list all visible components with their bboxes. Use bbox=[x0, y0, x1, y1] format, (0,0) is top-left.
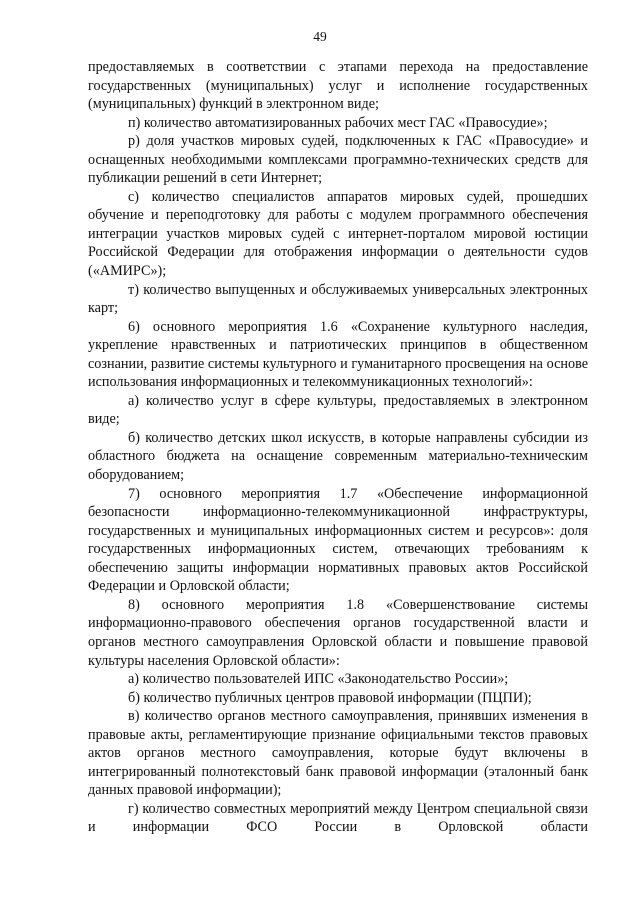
paragraph-item-8g: г) количество совместных мероприятий между Центром специальной связи и информации ФСО России в Орловской области bbox=[88, 800, 588, 836]
paragraph-item-6b: б) количество детских школ искусств, в которые направлены субсидии из областного бюджета на оснащение современным материально-техническим оборудованием; bbox=[88, 429, 588, 484]
paragraph-item-r: р) доля участков мировых судей, подключенных к ГАС «Правосудие» и оснащенных необходимыми комплексами программно-технических средств для публикации решений в сети Интернет; bbox=[88, 133, 588, 187]
document-body bbox=[88, 58, 588, 837]
paragraph: предоставляемых в соответствии с этапами перехода на предоставление государственных (муниципальных) услуг и исполнение государственных (муниципальных) функций в электронном виде; bbox=[88, 59, 588, 113]
paragraph-item-t: т) количество выпущенных и обслуживаемых универсальных электронных карт; bbox=[88, 281, 588, 317]
paragraph-item-8a: а) количество пользователей ИПС «Законодательство России»; bbox=[128, 671, 509, 688]
paragraph-item-8: 8) основного мероприятия 1.8 «Совершенствование системы информационно-правового обеспечения органов государственной власти и органов местного самоуправления Орловской области и повышение правовой культуры населения Орловской области»: bbox=[88, 596, 588, 669]
paragraph-item-8v: в) количество органов местного самоуправления, принявших изменения в правовые акты, регламентирующие признание официальными текстов правовых актов органов местного самоуправления, которые будут включены в интегрированный полнотекстовый банк правовой информации (эталонный банк данных правовой информации); bbox=[88, 708, 588, 799]
paragraph-item-8b: б) количество публичных центров правовой информации (ПЦПИ); bbox=[128, 689, 532, 706]
paragraph-item-6a: а) количество услуг в сфере культуры, предоставляемых в электронном виде; bbox=[88, 392, 588, 428]
paragraph-item-7: 7) основного мероприятия 1.7 «Обеспечение информационной безопасности информационно-телекоммуникационной инфраструктуры, государственных и муниципальных информационных систем и ресурсов»: доля государственных информационных систем, отвечающих требованиям к обеспечению защиты информации нормативных правовых актов Российской Федерации и Орловской области; bbox=[88, 485, 588, 595]
page-number: 49 bbox=[313, 29, 327, 44]
paragraph-item-s: с) количество специалистов аппаратов мировых судей, прошедших обучение и переподготовку для работы с модулем программного обеспечения интеграции участков мировых судей с интернет-порталом мировой юстиции Российской Федерации для отображения информации о деятельности судов («АМИРС»); bbox=[88, 188, 588, 280]
paragraph-item-p: п) количество автоматизированных рабочих мест ГАС «Правосудие»; bbox=[128, 114, 548, 131]
paragraph-item-6: 6) основного мероприятия 1.6 «Сохранение культурного наследия, укрепление нравственных и патриотических принципов в общественном сознании, развитие системы культурного и гуманитарного просвещения на основе использования информационных и телекоммуникационных технологий»: bbox=[88, 318, 588, 391]
